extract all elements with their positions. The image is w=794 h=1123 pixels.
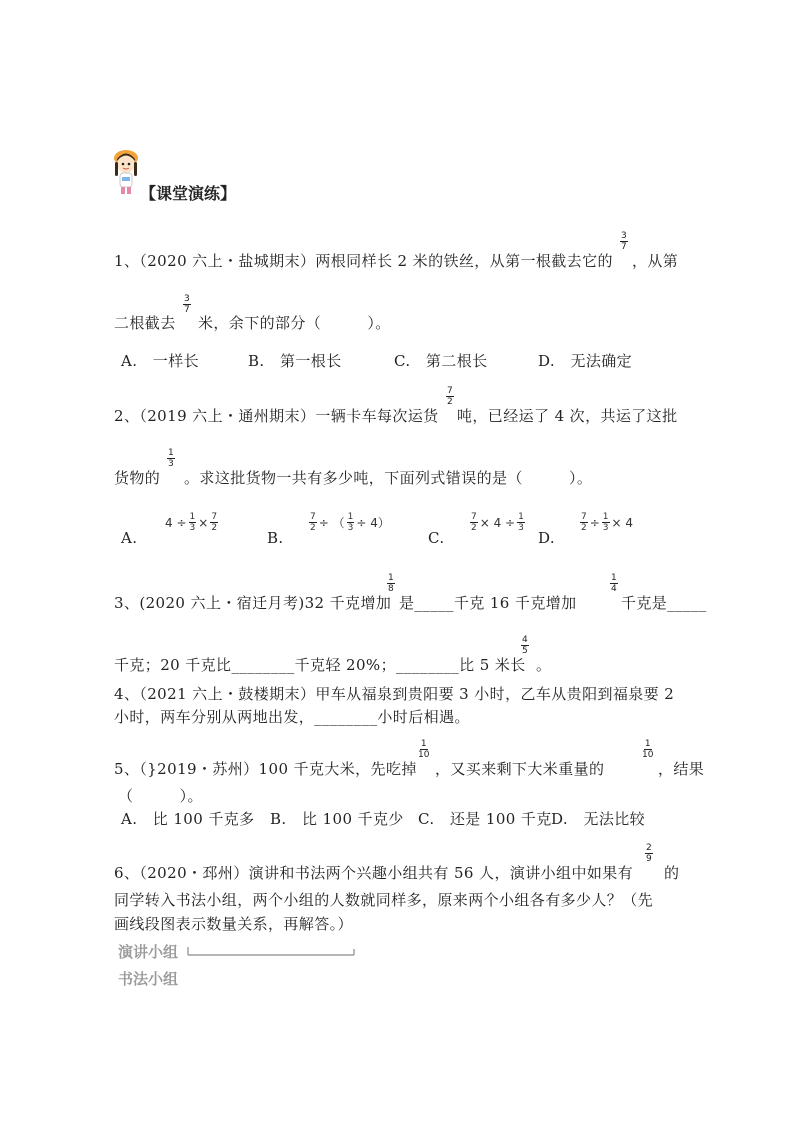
q3-fraction-1 — [387, 573, 395, 594]
q1-line1-end: ，从第 — [632, 252, 679, 270]
q2-d-frac1-den: 2 — [581, 523, 587, 533]
q1-frac2-num: 3 — [184, 294, 190, 304]
q1-text: 1、（2020 六上・盐城期末）两根同样长 2 米的铁丝，从第一根截去它的 — [114, 252, 613, 270]
q2-d-frac2-num: 1 — [602, 512, 609, 522]
q1-fraction-1 — [620, 231, 628, 252]
q5-line1a: 5、（}2019・苏州）100 千克大米，先吃掉 — [114, 760, 417, 778]
q6-line1a: 6、（2020・邳州）演讲和书法两个兴趣小组共有 56 人，演讲小组中如果有 — [114, 864, 634, 882]
q5-option-b: B. 比 100 千克少 — [270, 810, 404, 828]
q3-frac1-den: 8 — [388, 584, 394, 594]
q2-option-b-expression — [307, 512, 390, 533]
q2-line1: 2、（2019 六上・通州期末）一辆卡车每次运货 — [114, 407, 439, 425]
q6-line2: 同学转入书法小组，两个小组的人数就同样多，原来两个小组各有多少人？（先 — [114, 891, 654, 909]
q6-line1b: 的 — [664, 864, 680, 882]
q2-frac2-num: 1 — [168, 448, 174, 458]
q1-fraction-2 — [183, 294, 191, 315]
diagram-label-speech: 演讲小组 — [118, 943, 179, 961]
q5-frac2-num: 1 — [644, 739, 651, 749]
q3-line2b: 。 — [536, 656, 552, 674]
q2-c-frac1-num: 7 — [471, 512, 477, 522]
q2-line2: 货物的 — [114, 469, 161, 487]
q2-b-frac2 — [347, 512, 355, 533]
q2-b-frac1 — [309, 512, 317, 533]
q5-option-a: A. 比 100 千克多 — [121, 810, 255, 828]
q3-frac2-num: 1 — [611, 573, 617, 583]
q5-option-d: D. 无法比较 — [551, 810, 646, 828]
q3-line2a: 千克；20 千克比________千克轻 20%；________比 5 米长 — [114, 656, 526, 674]
q2-option-a-letter: A. — [121, 529, 138, 547]
q2-b-part2: ÷ 4） — [356, 516, 390, 530]
q2-d-frac2-den: 3 — [602, 523, 609, 533]
section-heading: 【课堂演练】 — [140, 184, 237, 203]
diagram-label-calligraphy: 书法小组 — [118, 970, 179, 988]
q2-line1-end: 吨，已经运了 4 次，共运了这批 — [457, 407, 678, 425]
q5-fraction-2 — [642, 739, 653, 760]
q3-line1c: 千克是_____ — [621, 594, 707, 612]
q2-line2-end: 。求这批货物一共有多少吨，下面列式错误的是（ ）。 — [184, 469, 593, 487]
q1-option-c: C. 第二根长 — [394, 352, 488, 370]
q2-a-frac1 — [189, 512, 197, 533]
q2-frac1-den: 2 — [447, 397, 453, 407]
q4-line2: 小时，两车分别从两地出发，________小时后相遇。 — [114, 708, 470, 726]
q2-option-c-expression — [468, 512, 527, 533]
q1-frac1-num: 3 — [621, 231, 627, 241]
q1-option-b: B. 第一根长 — [248, 352, 342, 370]
q2-b-frac1-num: 7 — [310, 512, 316, 522]
q2-frac1-num: 7 — [447, 386, 453, 396]
q5-option-c: C. 还是 100 千克 — [418, 810, 552, 828]
q2-a-frac2-den: 2 — [211, 523, 218, 533]
q2-b-frac1-den: 2 — [310, 523, 316, 533]
q5-line2: （ ）。 — [118, 787, 203, 805]
speech-group-segment — [186, 944, 358, 958]
q2-d-part2: × 4 — [611, 515, 634, 530]
q1-line2-end: 米，余下的部分（ ）。 — [198, 314, 391, 332]
q2-d-frac2 — [602, 512, 610, 533]
q2-d-frac1 — [580, 512, 588, 533]
q5-frac1-num: 1 — [420, 739, 427, 749]
q2-frac2-den: 3 — [168, 459, 174, 469]
q1-option-d: D. 无法确定 — [538, 352, 633, 370]
q3-fraction-2 — [610, 573, 618, 594]
q2-option-a-expression — [165, 512, 220, 533]
q5-line1b: ，又买来剩下大米重量的 — [435, 760, 605, 778]
q2-c-frac2 — [517, 512, 525, 533]
q2-c-frac1-den: 2 — [471, 523, 477, 533]
q3-frac3-num: 4 — [522, 635, 528, 645]
q2-d-frac1-num: 7 — [581, 512, 587, 522]
q5-fraction-1 — [418, 739, 429, 760]
q2-a-frac1-num: 1 — [189, 512, 196, 522]
q3-fraction-3 — [521, 635, 529, 656]
q2-option-c-letter: C. — [428, 529, 445, 547]
q5-frac2-den: 10 — [642, 750, 654, 760]
q2-c-part1: × 4 ÷ — [479, 515, 516, 530]
q2-c-frac2-den: 3 — [518, 523, 524, 533]
q2-b-frac2-num: 1 — [347, 512, 354, 522]
q2-a-part1: 4 ÷ — [165, 515, 187, 530]
q3-frac1-num: 1 — [388, 573, 394, 583]
q6-frac1-den: 9 — [646, 854, 652, 864]
q6-line3: 画线段图表示数量关系，再解答。） — [114, 915, 353, 933]
girl-mascot-icon — [112, 148, 140, 196]
q2-b-part1: ÷ （ — [318, 516, 345, 530]
q2-c-frac1 — [470, 512, 478, 533]
q6-frac1-num: 2 — [646, 843, 652, 853]
q2-a-frac1-den: 3 — [189, 523, 196, 533]
q4-line1: 4、（2021 六上・鼓楼期末）甲车从福泉到贵阳要 3 小时，乙车从贵阳到福泉要 2 — [114, 685, 675, 703]
q1-line2: 二根截去 — [114, 314, 176, 332]
q2-option-b-letter: B. — [267, 529, 284, 547]
q1-option-a: A. 一样长 — [121, 352, 200, 370]
q2-b-frac2-den: 3 — [347, 523, 354, 533]
q6-fraction-1 — [645, 843, 653, 864]
q5-frac1-den: 10 — [418, 750, 430, 760]
q3-line1a: 3、(2020 六上・宿迁月考)32 千克增加 — [114, 594, 392, 612]
q1-frac2-den: 7 — [184, 305, 190, 315]
q5-line1c: ，结果 — [658, 760, 705, 778]
q1-frac1-den: 7 — [621, 242, 627, 252]
q1-line1 — [114, 250, 613, 271]
q3-frac3-den: 5 — [522, 646, 528, 656]
q2-a-frac2 — [210, 512, 218, 533]
q2-d-part1: ÷ — [589, 515, 600, 530]
q2-c-frac2-num: 1 — [518, 512, 524, 522]
q2-a-frac2-num: 7 — [211, 512, 218, 522]
q2-fraction-1 — [446, 386, 454, 407]
q2-option-d-expression — [578, 512, 633, 533]
q3-frac2-den: 4 — [611, 584, 617, 594]
q2-option-d-letter: D. — [538, 529, 556, 547]
q3-line1b: 是_____千克 16 千克增加 — [399, 594, 577, 612]
q2-fraction-2 — [167, 448, 175, 469]
q2-a-part2: × — [198, 515, 209, 530]
